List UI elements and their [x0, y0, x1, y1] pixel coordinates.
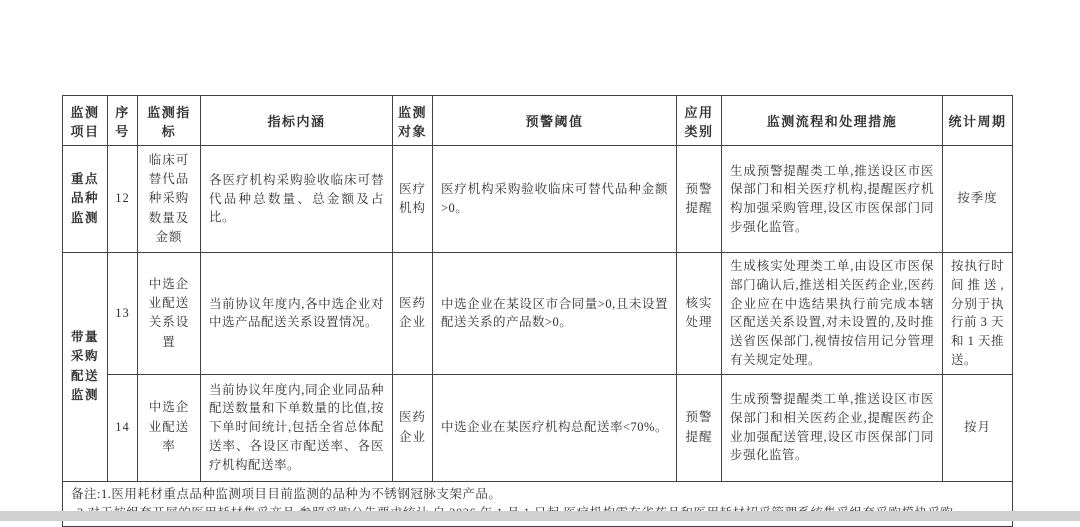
cell-threshold: 中选企业在某设区市合同量>0,且未设置配送关系的产品数>0。: [433, 253, 677, 375]
cell-serial-number: 13: [108, 253, 138, 375]
cell-serial-number: 12: [108, 146, 138, 253]
header-monitoring-target: 监测对象: [393, 96, 433, 146]
header-process-and-measures: 监测流程和处理措施: [722, 96, 943, 146]
table-row: [63, 146, 1013, 253]
bottom-gray-bar: [0, 511, 1080, 521]
cell-project-group: 带量采购配送监测: [63, 253, 108, 482]
cell-period: 按执行时间推送,分别于执行前 3 天和 1 天推送。: [943, 253, 1013, 375]
cell-process: 生成核实处理类工单,由设区市医保部门确认后,推送相关医药企业,医药企业应在中选结果执行前完成本辖区配送关系设置,对未设置的,及时推送省医保部门,视情按信用记分管理有关规定处理。: [722, 253, 943, 375]
cell-target: 医疗机构: [393, 146, 433, 253]
header-monitoring-project: 监测项目: [63, 96, 108, 146]
cell-indicator-content: 当前协议年度内,各中选企业对中选产品配送关系设置情况。: [201, 253, 393, 375]
cell-indicator-content: 当前协议年度内,同企业同品种配送数量和下单数量的比值,按下单时间统计,包括全省总体配送率、各设区市配送率、各医疗机构配送率。: [201, 374, 393, 481]
header-application-category: 应用类别: [677, 96, 722, 146]
cell-target: 医药企业: [393, 374, 433, 481]
cell-target: 医药企业: [393, 253, 433, 375]
monitoring-indicators-table: [62, 95, 1013, 527]
cell-process: 生成预警提醒类工单,推送设区市医保部门和相关医疗机构,提醒医疗机构加强采购管理,设区市医保部门同步强化监管。: [722, 146, 943, 253]
cell-project-group: 重点品种监测: [63, 146, 108, 253]
cell-threshold: 中选企业在某医疗机构总配送率<70%。: [433, 374, 677, 481]
table-header-row: [63, 96, 1013, 146]
cell-indicator: 中选企业配送率: [138, 374, 201, 481]
cell-serial-number: 14: [108, 374, 138, 481]
cell-period: 按月: [943, 374, 1013, 481]
header-monitoring-indicator: 监测指标: [138, 96, 201, 146]
note-line-1: 备注:1.医用耗材重点品种监测项目目前监测的品种为不锈钢冠脉支架产品。: [71, 486, 502, 501]
cell-category: 预警提醒: [677, 374, 722, 481]
cell-indicator: 中选企业配送关系设置: [138, 253, 201, 375]
table-row: [63, 374, 1013, 481]
cell-category: 核实处理: [677, 253, 722, 375]
header-statistical-period: 统计周期: [943, 96, 1013, 146]
table-row: [63, 253, 1013, 375]
cell-threshold: 医疗机构采购验收临床可替代品种金额>0。: [433, 146, 677, 253]
header-indicator-content: 指标内涵: [201, 96, 393, 146]
cell-category: 预警提醒: [677, 146, 722, 253]
cell-indicator-content: 各医疗机构采购验收临床可替代品种总数量、总金额及占比。: [201, 146, 393, 253]
header-warning-threshold: 预警阈值: [433, 96, 677, 146]
cell-period: 按季度: [943, 146, 1013, 253]
cell-indicator: 临床可替代品种采购数量及金额: [138, 146, 201, 253]
header-serial-number: 序号: [108, 96, 138, 146]
cell-process: 生成预警提醒类工单,推送设区市医保部门和相关医药企业,提醒医药企业加强配送管理,设区市医保部门同步强化监管。: [722, 374, 943, 481]
